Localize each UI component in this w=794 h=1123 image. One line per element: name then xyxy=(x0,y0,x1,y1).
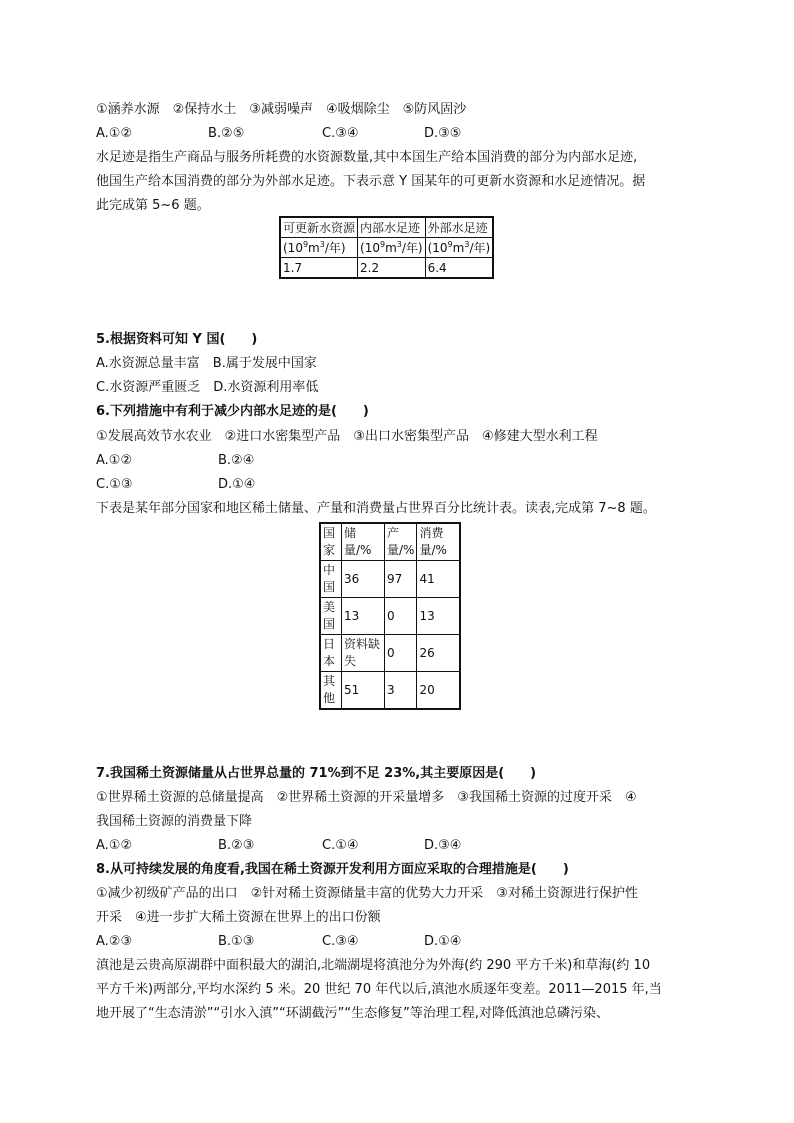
choice-d[interactable]: D.③⑤ xyxy=(424,126,462,141)
header-external-footprint: 外部水足迹 xyxy=(425,217,493,238)
row-reserves: 13 xyxy=(342,598,385,635)
q8-choice-d[interactable]: D.①④ xyxy=(424,934,462,949)
choice-c[interactable]: C.③④ xyxy=(322,126,359,141)
row-country: 美国 xyxy=(320,598,342,635)
row-consumption: 26 xyxy=(417,635,461,672)
header-consumption: 消费量/% xyxy=(417,523,461,561)
q7-statements-line1: ①世界稀土资源的总储量提高 ②世界稀土资源的开采量增多 ③我国稀土资源的过度开采 ④ xyxy=(96,790,637,805)
q7-choices xyxy=(96,837,696,855)
q8-statements-line2: 开采 ④进一步扩大稀土资源在世界上的出口份额 xyxy=(96,910,381,925)
top-statements: ①涵养水源 ②保持水土 ③减弱噪声 ④吸烟除尘 ⑤防风固沙 xyxy=(96,102,467,117)
row-reserves: 资料缺失 xyxy=(342,635,385,672)
row-consumption: 20 xyxy=(417,672,461,710)
water-footprint-table xyxy=(279,216,494,279)
q8-statements-line1: ①减少初级矿产品的出口 ②针对稀土资源储量丰富的优势大力开采 ③对稀土资源进行保护性 xyxy=(96,886,638,901)
passage1-line3: 此完成第 5~6 题。 xyxy=(96,198,210,213)
passage1-line2: 他国生产给本国消费的部分为外部水足迹。下表示意 Y 国某年的可更新水资源和水足迹情况。据 xyxy=(96,174,646,189)
header-country: 国家 xyxy=(320,523,342,561)
passage1-line1: 水足迹是指生产商品与服务所耗费的水资源数量,其中本国生产给本国消费的部分为内部水足迹, xyxy=(96,150,638,165)
value-external-footprint: 6.4 xyxy=(425,258,493,279)
row-country: 其他 xyxy=(320,672,342,710)
passage2: 下表是某年部分国家和地区稀土储量、产量和消费量占世界百分比统计表。读表,完成第 7~8 题。 xyxy=(96,501,656,516)
q5-stem: 5.根据资料可知 Y 国( ) xyxy=(96,332,258,347)
q8-choice-a[interactable]: A.②③ xyxy=(96,934,133,949)
rare-earth-table xyxy=(319,522,461,710)
q6-choices-row1 xyxy=(96,452,696,470)
unit-cell: ($10^9m^3/$年) xyxy=(280,238,358,258)
row-consumption: 13 xyxy=(417,598,461,635)
unit-cell: ($10^9m^3/$年) xyxy=(425,238,493,258)
choice-b[interactable]: B.②⑤ xyxy=(208,126,245,141)
choice-a[interactable]: A.①② xyxy=(96,126,133,141)
row-country: 日本 xyxy=(320,635,342,672)
q7-choice-a[interactable]: A.①② xyxy=(96,838,133,853)
passage3-line2: 平方千米)两部分,平均水深约 5 米。20 世纪 70 年代以后,滇池水质逐年变差。2011—2015 年,当 xyxy=(96,982,662,997)
q6-statements: ①发展高效节水农业 ②进口水密集型产品 ③出口水密集型产品 ④修建大型水利工程 xyxy=(96,429,598,444)
passage3-line3: 地开展了“生态清淤”“引水入滇”“环湖截污”“生态修复”等治理工程,对降低滇池总磷污染、 xyxy=(96,1006,610,1021)
q6-choices-row2 xyxy=(96,476,696,494)
q6-stem: 6.下列措施中有利于减少内部水足迹的是( ) xyxy=(96,404,369,419)
passage3-line1: 滇池是云贵高原湖群中面积最大的湖泊,北端湖堤将滇池分为外海(约 290 平方千米)和草海(约 10 xyxy=(96,958,651,973)
value-internal-footprint: 2.2 xyxy=(358,258,426,279)
q8-choice-c[interactable]: C.③④ xyxy=(322,934,359,949)
row-production: 0 xyxy=(385,635,417,672)
q5-options-line2[interactable]: C.水资源严重匮乏 D.水资源利用率低 xyxy=(96,380,319,395)
top-choices xyxy=(96,125,696,143)
header-internal-footprint: 内部水足迹 xyxy=(358,217,426,238)
q6-choice-a[interactable]: A.①② xyxy=(96,453,133,468)
value-renewable-water: 1.7 xyxy=(280,258,358,279)
q8-choices xyxy=(96,933,696,951)
q7-stem: 7.我国稀土资源储量从占世界总量的 71%到不足 23%,其主要原因是( ) xyxy=(96,766,537,781)
row-country: 中国 xyxy=(320,561,342,598)
row-production: 0 xyxy=(385,598,417,635)
q7-choice-d[interactable]: D.③④ xyxy=(424,838,462,853)
q6-choice-d[interactable]: D.①④ xyxy=(218,477,256,492)
q6-choice-b[interactable]: B.②④ xyxy=(218,453,255,468)
q8-stem: 8.从可持续发展的角度看,我国在稀土资源开发利用方面应采取的合理措施是( ) xyxy=(96,862,569,877)
row-reserves: 36 xyxy=(342,561,385,598)
q5-options-line1[interactable]: A.水资源总量丰富 B.属于发展中国家 xyxy=(96,356,317,371)
row-consumption: 41 xyxy=(417,561,461,598)
q7-choice-c[interactable]: C.①④ xyxy=(322,838,359,853)
row-production: 3 xyxy=(385,672,417,710)
header-renewable-water: 可更新水资源 xyxy=(280,217,358,238)
header-reserves: 储量/% xyxy=(342,523,385,561)
q7-statements-line2: 我国稀土资源的消费量下降 xyxy=(96,814,253,829)
row-reserves: 51 xyxy=(342,672,385,710)
row-production: 97 xyxy=(385,561,417,598)
q8-choice-b[interactable]: B.①③ xyxy=(218,934,255,949)
header-production: 产量/% xyxy=(385,523,417,561)
q6-choice-c[interactable]: C.①③ xyxy=(96,477,133,492)
unit-cell: ($10^9m^3/$年) xyxy=(358,238,426,258)
q7-choice-b[interactable]: B.②③ xyxy=(218,838,255,853)
